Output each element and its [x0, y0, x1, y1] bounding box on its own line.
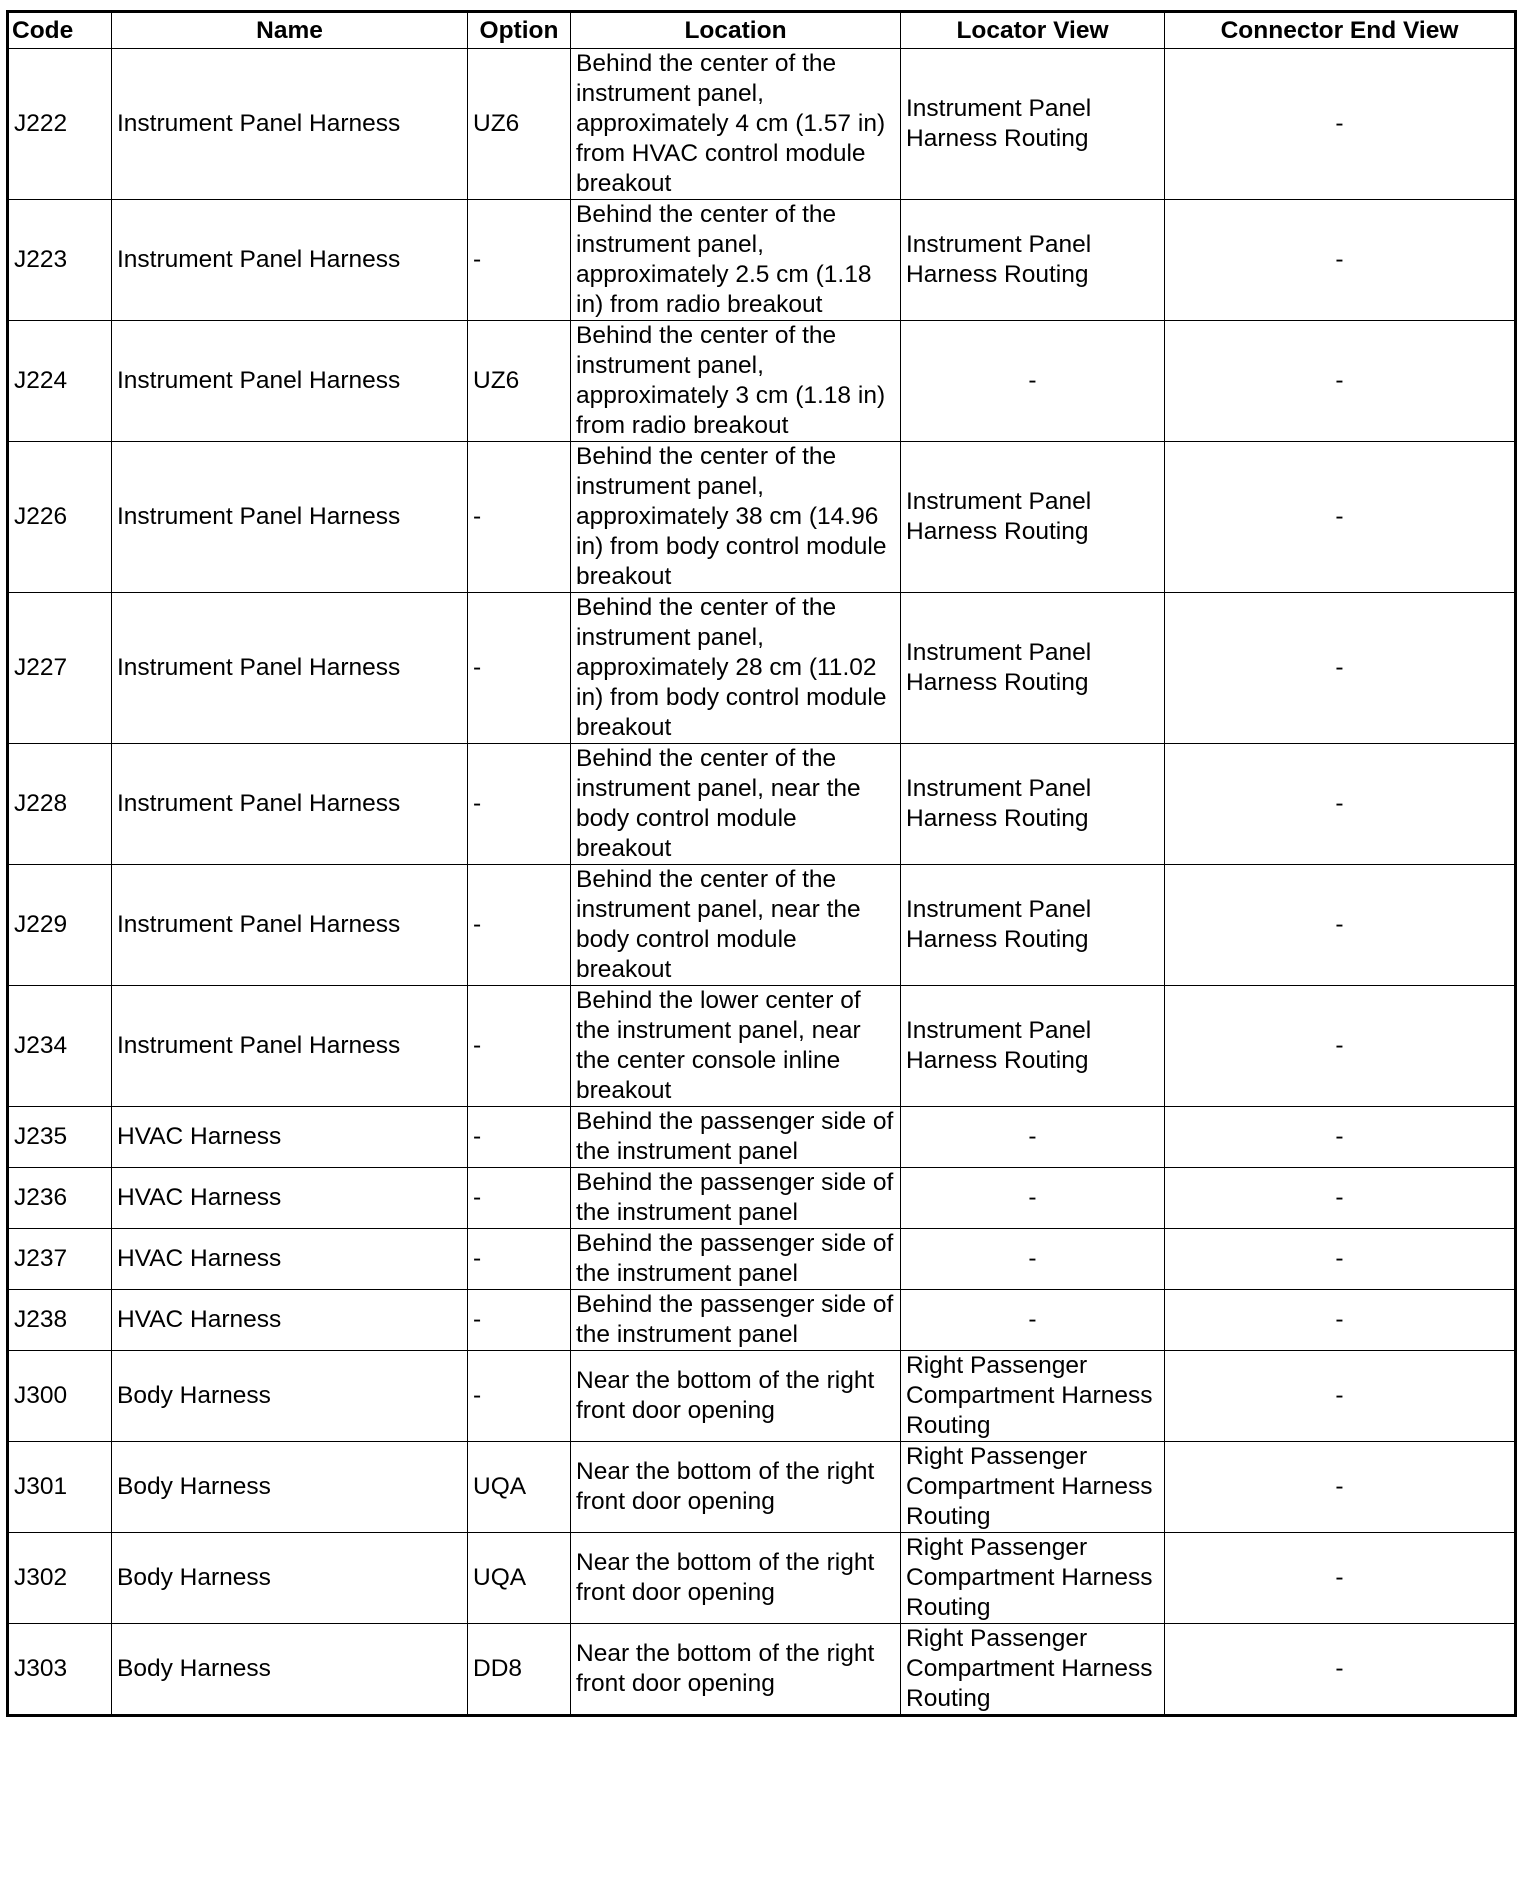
header-option: Option	[468, 12, 571, 49]
code-cell: J229	[8, 865, 112, 986]
locator-view-cell: Instrument Panel Harness Routing	[901, 744, 1165, 865]
locator-view-cell: -	[901, 1229, 1165, 1290]
locator-view-cell: Right Passenger Compartment Harness Routing	[901, 1533, 1165, 1624]
table-header	[8, 12, 1516, 49]
option-cell: -	[468, 865, 571, 986]
connector-end-view-cell: -	[1165, 986, 1516, 1107]
location-cell: Behind the lower center of the instrument panel, near the center console inline breakout	[571, 986, 901, 1107]
locator-view-cell: Instrument Panel Harness Routing	[901, 442, 1165, 593]
table-row	[8, 865, 1516, 986]
locator-view-cell: Instrument Panel Harness Routing	[901, 865, 1165, 986]
table-row	[8, 1624, 1516, 1716]
name-cell: Instrument Panel Harness	[112, 49, 468, 200]
location-cell: Behind the passenger side of the instrument panel	[571, 1107, 901, 1168]
option-cell: -	[468, 986, 571, 1107]
location-cell: Near the bottom of the right front door opening	[571, 1624, 901, 1716]
table-row	[8, 49, 1516, 200]
code-cell: J228	[8, 744, 112, 865]
locator-view-cell: -	[901, 321, 1165, 442]
connector-end-view-cell: -	[1165, 1624, 1516, 1716]
option-cell: -	[468, 744, 571, 865]
option-cell: -	[468, 1351, 571, 1442]
code-cell: J302	[8, 1533, 112, 1624]
code-cell: J303	[8, 1624, 112, 1716]
connector-sheet	[6, 10, 1514, 1717]
connector-end-view-cell: -	[1165, 321, 1516, 442]
table-row	[8, 1107, 1516, 1168]
name-cell: Body Harness	[112, 1533, 468, 1624]
locator-view-cell: Instrument Panel Harness Routing	[901, 200, 1165, 321]
locator-view-cell: Right Passenger Compartment Harness Routing	[901, 1351, 1165, 1442]
code-cell: J223	[8, 200, 112, 321]
name-cell: Instrument Panel Harness	[112, 200, 468, 321]
locator-view-cell: -	[901, 1168, 1165, 1229]
locator-view-cell: Right Passenger Compartment Harness Routing	[901, 1442, 1165, 1533]
code-cell: J234	[8, 986, 112, 1107]
connector-end-view-cell: -	[1165, 49, 1516, 200]
option-cell: -	[468, 200, 571, 321]
code-cell: J300	[8, 1351, 112, 1442]
table-row	[8, 1442, 1516, 1533]
header-row	[8, 12, 1516, 49]
location-cell: Behind the center of the instrument panel, approximately 2.5 cm (1.18 in) from radio breakout	[571, 200, 901, 321]
locator-view-cell: Right Passenger Compartment Harness Routing	[901, 1624, 1165, 1716]
name-cell: HVAC Harness	[112, 1229, 468, 1290]
name-cell: HVAC Harness	[112, 1290, 468, 1351]
location-cell: Behind the center of the instrument panel, near the body control module breakout	[571, 744, 901, 865]
table-row	[8, 1168, 1516, 1229]
name-cell: Instrument Panel Harness	[112, 986, 468, 1107]
connector-end-view-cell: -	[1165, 1229, 1516, 1290]
code-cell: J301	[8, 1442, 112, 1533]
table-body	[8, 49, 1516, 1716]
connector-end-view-cell: -	[1165, 1442, 1516, 1533]
locator-view-cell: Instrument Panel Harness Routing	[901, 593, 1165, 744]
header-code: Code	[8, 12, 112, 49]
location-cell: Behind the passenger side of the instrument panel	[571, 1168, 901, 1229]
option-cell: -	[468, 442, 571, 593]
locator-view-cell: -	[901, 1107, 1165, 1168]
location-cell: Behind the passenger side of the instrument panel	[571, 1229, 901, 1290]
name-cell: Instrument Panel Harness	[112, 865, 468, 986]
locator-view-cell: -	[901, 1290, 1165, 1351]
table-row	[8, 1290, 1516, 1351]
code-cell: J235	[8, 1107, 112, 1168]
connector-end-view-cell: -	[1165, 1107, 1516, 1168]
connector-end-view-cell: -	[1165, 593, 1516, 744]
option-cell: UQA	[468, 1442, 571, 1533]
code-cell: J226	[8, 442, 112, 593]
connector-end-view-cell: -	[1165, 744, 1516, 865]
option-cell: -	[468, 1290, 571, 1351]
table-row	[8, 593, 1516, 744]
option-cell: -	[468, 1168, 571, 1229]
location-cell: Behind the center of the instrument panel, near the body control module breakout	[571, 865, 901, 986]
option-cell: UZ6	[468, 321, 571, 442]
code-cell: J238	[8, 1290, 112, 1351]
code-cell: J236	[8, 1168, 112, 1229]
connector-table	[6, 10, 1517, 1717]
table-row	[8, 321, 1516, 442]
name-cell: Instrument Panel Harness	[112, 593, 468, 744]
option-cell: UQA	[468, 1533, 571, 1624]
locator-view-cell: Instrument Panel Harness Routing	[901, 986, 1165, 1107]
connector-end-view-cell: -	[1165, 865, 1516, 986]
connector-end-view-cell: -	[1165, 1533, 1516, 1624]
table-row	[8, 442, 1516, 593]
option-cell: -	[468, 593, 571, 744]
locator-view-cell: Instrument Panel Harness Routing	[901, 49, 1165, 200]
table-row	[8, 744, 1516, 865]
name-cell: HVAC Harness	[112, 1168, 468, 1229]
option-cell: UZ6	[468, 49, 571, 200]
name-cell: Instrument Panel Harness	[112, 744, 468, 865]
name-cell: HVAC Harness	[112, 1107, 468, 1168]
location-cell: Behind the passenger side of the instrument panel	[571, 1290, 901, 1351]
name-cell: Instrument Panel Harness	[112, 442, 468, 593]
name-cell: Body Harness	[112, 1624, 468, 1716]
code-cell: J227	[8, 593, 112, 744]
connector-end-view-cell: -	[1165, 442, 1516, 593]
header-connector-end-view: Connector End View	[1165, 12, 1516, 49]
table-row	[8, 1229, 1516, 1290]
name-cell: Body Harness	[112, 1351, 468, 1442]
code-cell: J224	[8, 321, 112, 442]
connector-end-view-cell: -	[1165, 200, 1516, 321]
option-cell: -	[468, 1107, 571, 1168]
location-cell: Behind the center of the instrument panel, approximately 4 cm (1.57 in) from HVAC control module breakout	[571, 49, 901, 200]
table-row	[8, 986, 1516, 1107]
header-name: Name	[112, 12, 468, 49]
name-cell: Instrument Panel Harness	[112, 321, 468, 442]
table-row	[8, 200, 1516, 321]
location-cell: Near the bottom of the right front door opening	[571, 1533, 901, 1624]
connector-end-view-cell: -	[1165, 1351, 1516, 1442]
location-cell: Behind the center of the instrument panel, approximately 28 cm (11.02 in) from body control module breakout	[571, 593, 901, 744]
header-location: Location	[571, 12, 901, 49]
option-cell: -	[468, 1229, 571, 1290]
connector-end-view-cell: -	[1165, 1168, 1516, 1229]
location-cell: Near the bottom of the right front door opening	[571, 1351, 901, 1442]
name-cell: Body Harness	[112, 1442, 468, 1533]
code-cell: J222	[8, 49, 112, 200]
location-cell: Behind the center of the instrument panel, approximately 3 cm (1.18 in) from radio breakout	[571, 321, 901, 442]
table-row	[8, 1351, 1516, 1442]
option-cell: DD8	[468, 1624, 571, 1716]
code-cell: J237	[8, 1229, 112, 1290]
location-cell: Behind the center of the instrument panel, approximately 38 cm (14.96 in) from body control module breakout	[571, 442, 901, 593]
connector-end-view-cell: -	[1165, 1290, 1516, 1351]
location-cell: Near the bottom of the right front door opening	[571, 1442, 901, 1533]
header-locator-view: Locator View	[901, 12, 1165, 49]
table-row	[8, 1533, 1516, 1624]
